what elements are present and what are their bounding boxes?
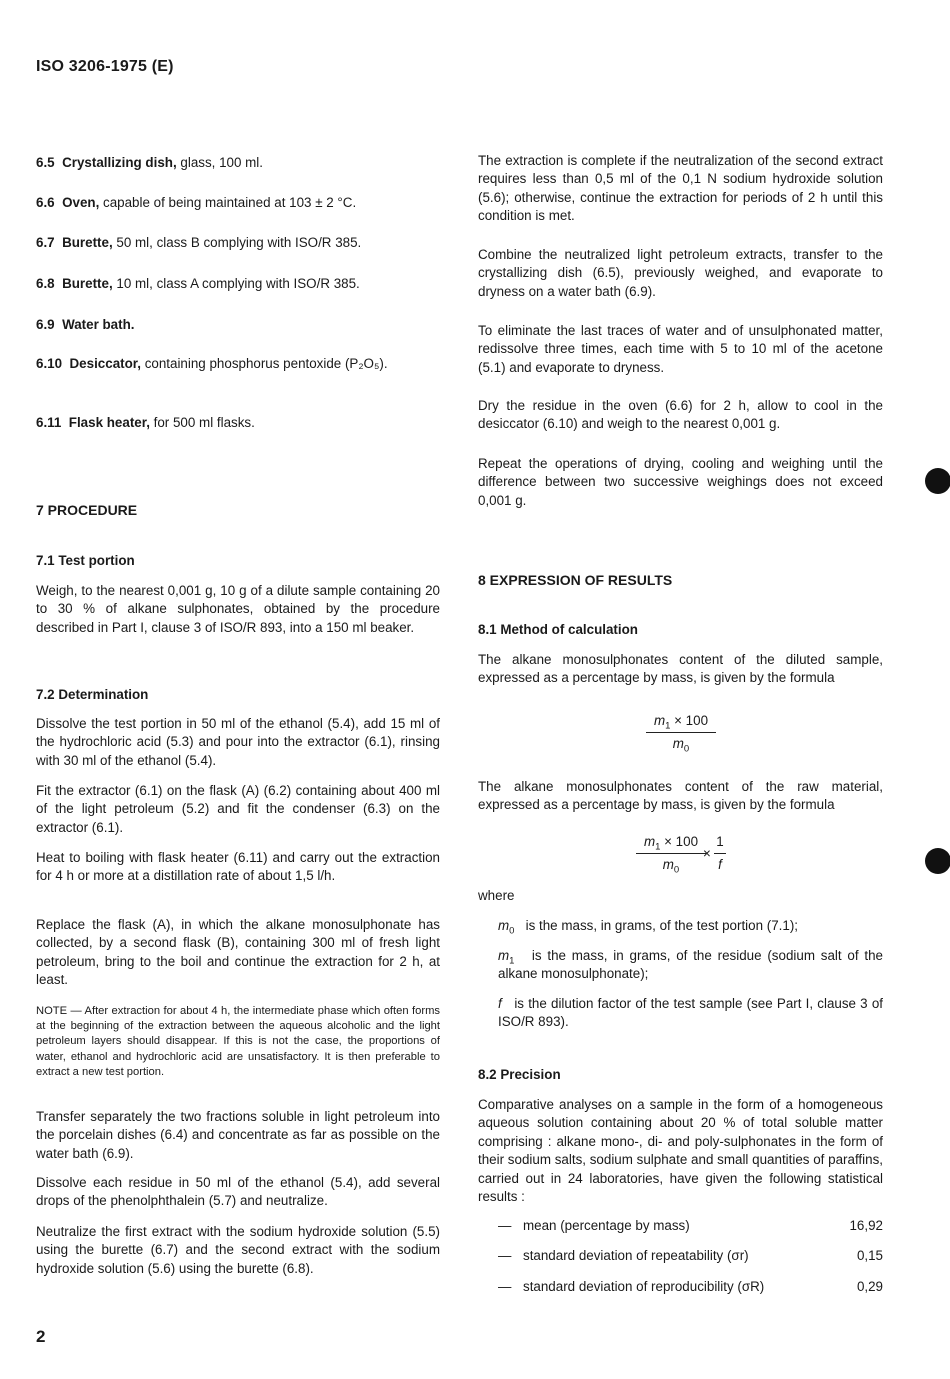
item-title: Burette,: [62, 276, 113, 291]
paragraph: Comparative analyses on a sample in the form of a homogeneous aqueous solution containing about 20 % of total soluble matter comprising : alkane mono-, di- and poly-sulphonates in the form of their sodium salts, sodium sulphate and small quantities of paraffins, carried out in 24 laboratories, have given the following statistical results :: [478, 1097, 883, 1205]
paragraph: Combine the neutralized light petroleum extracts, transfer to the crystallizing dish (6.5), previously weighed, and evaporate to dryness on a water bath (6.9).: [478, 247, 883, 299]
stat-row-reproducibility: — standard deviation of reproducibility (σR) 0,29: [498, 1279, 883, 1294]
dilution-fraction: $\frac{1}{f}$: [716, 834, 724, 873]
document-header: ISO 3206-1975 (E): [36, 58, 174, 75]
paragraph: The extraction is complete if the neutralization of the second extract requires less than 0,5 ml of the 0,1 N sodium hydroxide solution (5.6); otherwise, continue the extraction for periods of 2 h until this condition is met.: [478, 153, 883, 224]
item-6-11: [36, 414, 440, 432]
times-sign: ×: [703, 846, 711, 861]
item-desc: 10 ml, class A complying with ISO/R 385.: [112, 276, 360, 291]
item-number: 6.5: [36, 155, 55, 170]
item-6-7: [36, 234, 440, 252]
item-desc: for 500 ml flasks.: [149, 415, 255, 430]
paragraph: Repeat the operations of drying, cooling and weighing until the difference between two successive weighings does not exceed 0,001 g.: [478, 456, 883, 508]
item-title: Oven,: [62, 195, 100, 210]
item-number: 6.8: [36, 276, 55, 291]
paragraph: Fit the extractor (6.1) on the flask (A) (6.2) containing about 400 ml of the light petroleum (5.2) and fit the condenser (6.3) on the extractor (6.1).: [36, 783, 440, 835]
formula-diluted-sample: $\frac{m_1 \times 100}{m_0}$: [636, 712, 726, 754]
paragraph: Heat to boiling with flask heater (6.11) and carry out the extraction for 4 h or more at a distillation rate of about 1,5 l/h.: [36, 850, 440, 884]
section-8-title: 8 EXPRESSION OF RESULTS: [478, 572, 673, 588]
paragraph: Neutralize the first extract with the sodium hydroxide solution (5.5) using the burette (6.7) and the second extract with the sodium hydroxide solution (5.6) using the burette (6.8).: [36, 1224, 440, 1276]
item-desc: 50 ml, class B complying with ISO/R 385.: [112, 235, 362, 250]
item-title: Water bath.: [62, 317, 135, 332]
paragraph: The alkane monosulphonates content of the raw material, expressed as a percentage by mass, is given by the formula: [478, 779, 883, 813]
page-number: 2: [36, 1327, 46, 1346]
stat-row-repeatability: — standard deviation of repeatability (σr) 0,15: [498, 1248, 883, 1263]
item-6-9: [36, 316, 440, 334]
formula-raw-material: $\frac{m_1 \times 100}{m_0}$: [626, 833, 716, 875]
definition-m0: $m_0$ is the mass, in grams, of the test portion (7.1);: [498, 918, 799, 937]
paragraph: Weigh, to the nearest 0,001 g, 10 g of a dilute sample containing 20 to 30 % of alkane sulphonates, obtained by the procedure described in Part I, clause 3 of ISO/R 893, into a 150 ml beaker.: [36, 583, 440, 635]
item-6-6: [36, 194, 440, 212]
subsection-8-1-title: 8.1 Method of calculation: [478, 622, 638, 637]
item-number: 6.7: [36, 235, 55, 250]
paragraph: Dissolve each residue in 50 ml of the ethanol (5.4), add several drops of the phenolphthalein (5.7) and neutralize.: [36, 1175, 440, 1209]
binding-hole-mark: [925, 468, 950, 494]
item-title: Crystallizing dish,: [62, 155, 177, 170]
item-desc: capable of being maintained at 103 ± 2 °C.: [99, 195, 357, 210]
note: NOTE — After extraction for about 4 h, the intermediate phase which often forms at the beginning of the extraction between the aqueous alcoholic and the light petroleum layers should disappear. If this is not the case, the proportions of water, ethanol and hydrochloric acid are unsatisfactory. It is then preferable to extract a new test portion.: [36, 1005, 440, 1078]
paragraph: Transfer separately the two fractions soluble in light petroleum into the porcelain dishes (6.4) and concentrate as far as possible on the water bath (6.9).: [36, 1109, 440, 1161]
stat-row-mean: — mean (percentage by mass) 16,92: [498, 1218, 883, 1233]
item-desc: glass, 100 ml.: [176, 155, 264, 170]
item-number: 6.9: [36, 317, 55, 332]
item-number: 6.11: [36, 415, 62, 430]
item-6-10: [36, 355, 440, 373]
item-6-8: [36, 275, 440, 293]
paragraph: Dry the residue in the oven (6.6) for 2 h, allow to cool in the desiccator (6.10) and weigh to the nearest 0,001 g.: [478, 398, 883, 432]
paragraph: The alkane monosulphonates content of the diluted sample, expressed as a percentage by mass, is given by the formula: [478, 652, 883, 686]
definition-m1: $m_1$ is the mass, in grams, of the residue (sodium salt of the alkane monosulphonate);: [498, 948, 883, 982]
item-desc: containing phosphorus pentoxide (P₂O₅).: [140, 356, 388, 371]
paragraph: To eliminate the last traces of water and of unsulphonated matter, redissolve three times, each time with 5 to 10 ml of the acetone (5.1) and evaporate to dryness.: [478, 323, 883, 375]
paragraph: Replace the flask (A), in which the alkane monosulphonate has collected, by a second flask (B), containing 300 ml of fresh light petroleum, bring to the boil and continue the extraction for 2 h, at least.: [36, 917, 440, 988]
section-7-title: 7 PROCEDURE: [36, 502, 138, 518]
subsection-7-1-title: 7.1 Test portion: [36, 553, 135, 568]
subsection-7-2-title: 7.2 Determination: [36, 687, 149, 702]
item-6-5: [36, 154, 440, 172]
item-title: Burette,: [62, 235, 113, 250]
binding-hole-mark: [925, 848, 950, 874]
item-number: 6.10: [36, 356, 63, 371]
item-number: 6.6: [36, 195, 55, 210]
item-title: Flask heater,: [68, 415, 150, 430]
where-label: where: [478, 888, 515, 903]
definition-f: f is the dilution factor of the test sample (see Part I, clause 3 of ISO/R 893).: [498, 996, 883, 1030]
paragraph: Dissolve the test portion in 50 ml of the ethanol (5.4), add 15 ml of the hydrochloric acid (5.3) and pour into the extractor (6.1), rinsing with 30 ml of the ethanol (5.4).: [36, 716, 440, 768]
item-title: Desiccator,: [69, 356, 141, 371]
subsection-8-2-title: 8.2 Precision: [478, 1067, 561, 1082]
